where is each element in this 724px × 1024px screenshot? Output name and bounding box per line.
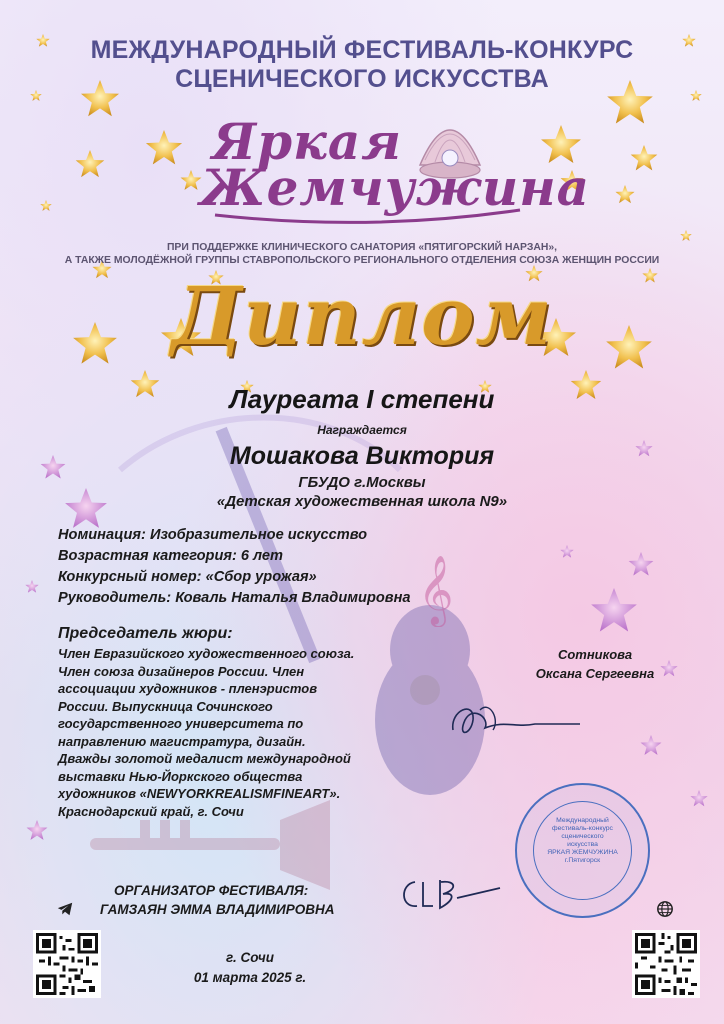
jury-signature — [445, 690, 585, 750]
jury-chair-title: Председатель жюри: — [58, 625, 233, 642]
festival-title — [0, 36, 724, 94]
jury-bio-line: России. Выпускница Сочинского — [58, 698, 273, 714]
nomination: Номинация: Изобразительное искусство — [58, 527, 368, 543]
date: 01 марта 2025 г. — [193, 970, 307, 985]
logo-text-line2: Жемчужина — [200, 158, 591, 217]
jury-bio-line: направлению магистратура, дизайн. — [58, 733, 306, 749]
official-stamp — [515, 783, 650, 918]
qr-code-right — [632, 930, 700, 998]
jury-bio-line: выставки Нью-Йоркского общества — [58, 768, 303, 784]
recipient-name: Мошакова Виктория — [229, 442, 495, 470]
jury-chair-bio — [58, 645, 428, 820]
jury-chair-name — [510, 645, 680, 683]
jury-bio-line: Член союза дизайнеров России. Член — [58, 663, 305, 679]
festival-title-line2: СЦЕНИЧЕСКОГО ИСКУССТВА — [175, 65, 549, 93]
place-date-block — [175, 948, 325, 988]
details-block — [58, 525, 411, 609]
awarded-label: Награждается — [317, 423, 407, 437]
logo-text-line1: Яркая — [212, 112, 403, 171]
stamp-text: Международный фестиваль-конкурс сценического искусства ЯРКАЯ ЖЕМЧУЖИНА г.Пятигорск — [547, 817, 618, 864]
support-text — [20, 241, 704, 267]
laureate-degree: Лауреата I степени — [229, 384, 495, 414]
supervisor: Руководитель: Коваль Наталья Владимировна — [58, 590, 411, 606]
qr-code-left — [33, 930, 101, 998]
jury-surname: Сотникова — [557, 647, 633, 662]
organizer-signature — [395, 870, 505, 920]
organizer-block — [100, 881, 335, 919]
telegram-icon — [56, 900, 74, 918]
festival-title-line1: МЕЖДУНАРОДНЫЙ ФЕСТИВАЛЬ-КОНКУРС — [90, 36, 634, 64]
treble-clef-decoration: 𝄞 — [418, 555, 454, 625]
age-category: Возрастная категория: 6 лет — [58, 548, 284, 564]
jury-bio-line: ассоциации художников - пленэристов — [58, 681, 318, 696]
diploma-heading: Диплом — [171, 269, 553, 363]
support-line2: А ТАКЖЕ МОЛОДЁЖНОЙ ГРУППЫ СТАВРОПОЛЬСКОГО РЕГИОНАЛЬНОГО ОТДЕЛЕНИЯ СОЮЗА ЖЕНЩИН РОССИИ — [64, 255, 660, 266]
contest-number: Конкурсный номер: «Сбор урожая» — [58, 569, 317, 585]
jury-given-names: Оксана Сергеевна — [535, 666, 655, 681]
jury-bio-line: Член Евразийского художественного союза. — [58, 646, 355, 661]
jury-bio-line: художников «NEWYORKREALISMFINEART». — [58, 786, 341, 801]
globe-icon — [656, 900, 674, 918]
jury-bio-line: Дважды золотой медалист международной — [58, 751, 351, 766]
organization-line1: ГБУДО г.Москвы — [298, 474, 426, 491]
jury-bio-line: Краснодарский край, г. Сочи — [58, 803, 244, 819]
organization-line2: «Детская художественная школа N9» — [216, 493, 508, 510]
support-line1: ПРИ ПОДДЕРЖКЕ КЛИНИЧЕСКОГО САНАТОРИЯ «ПЯТИГОРСКИЙ НАРЗАН», — [166, 242, 558, 253]
city: г. Сочи — [226, 950, 274, 965]
organizer-label: ОРГАНИЗАТОР ФЕСТИВАЛЯ: — [114, 883, 309, 898]
jury-bio-line: государственного университета по — [58, 716, 304, 731]
organizer-name: ГАМЗАЯН ЭММА ВЛАДИМИРОВНА — [100, 902, 335, 917]
